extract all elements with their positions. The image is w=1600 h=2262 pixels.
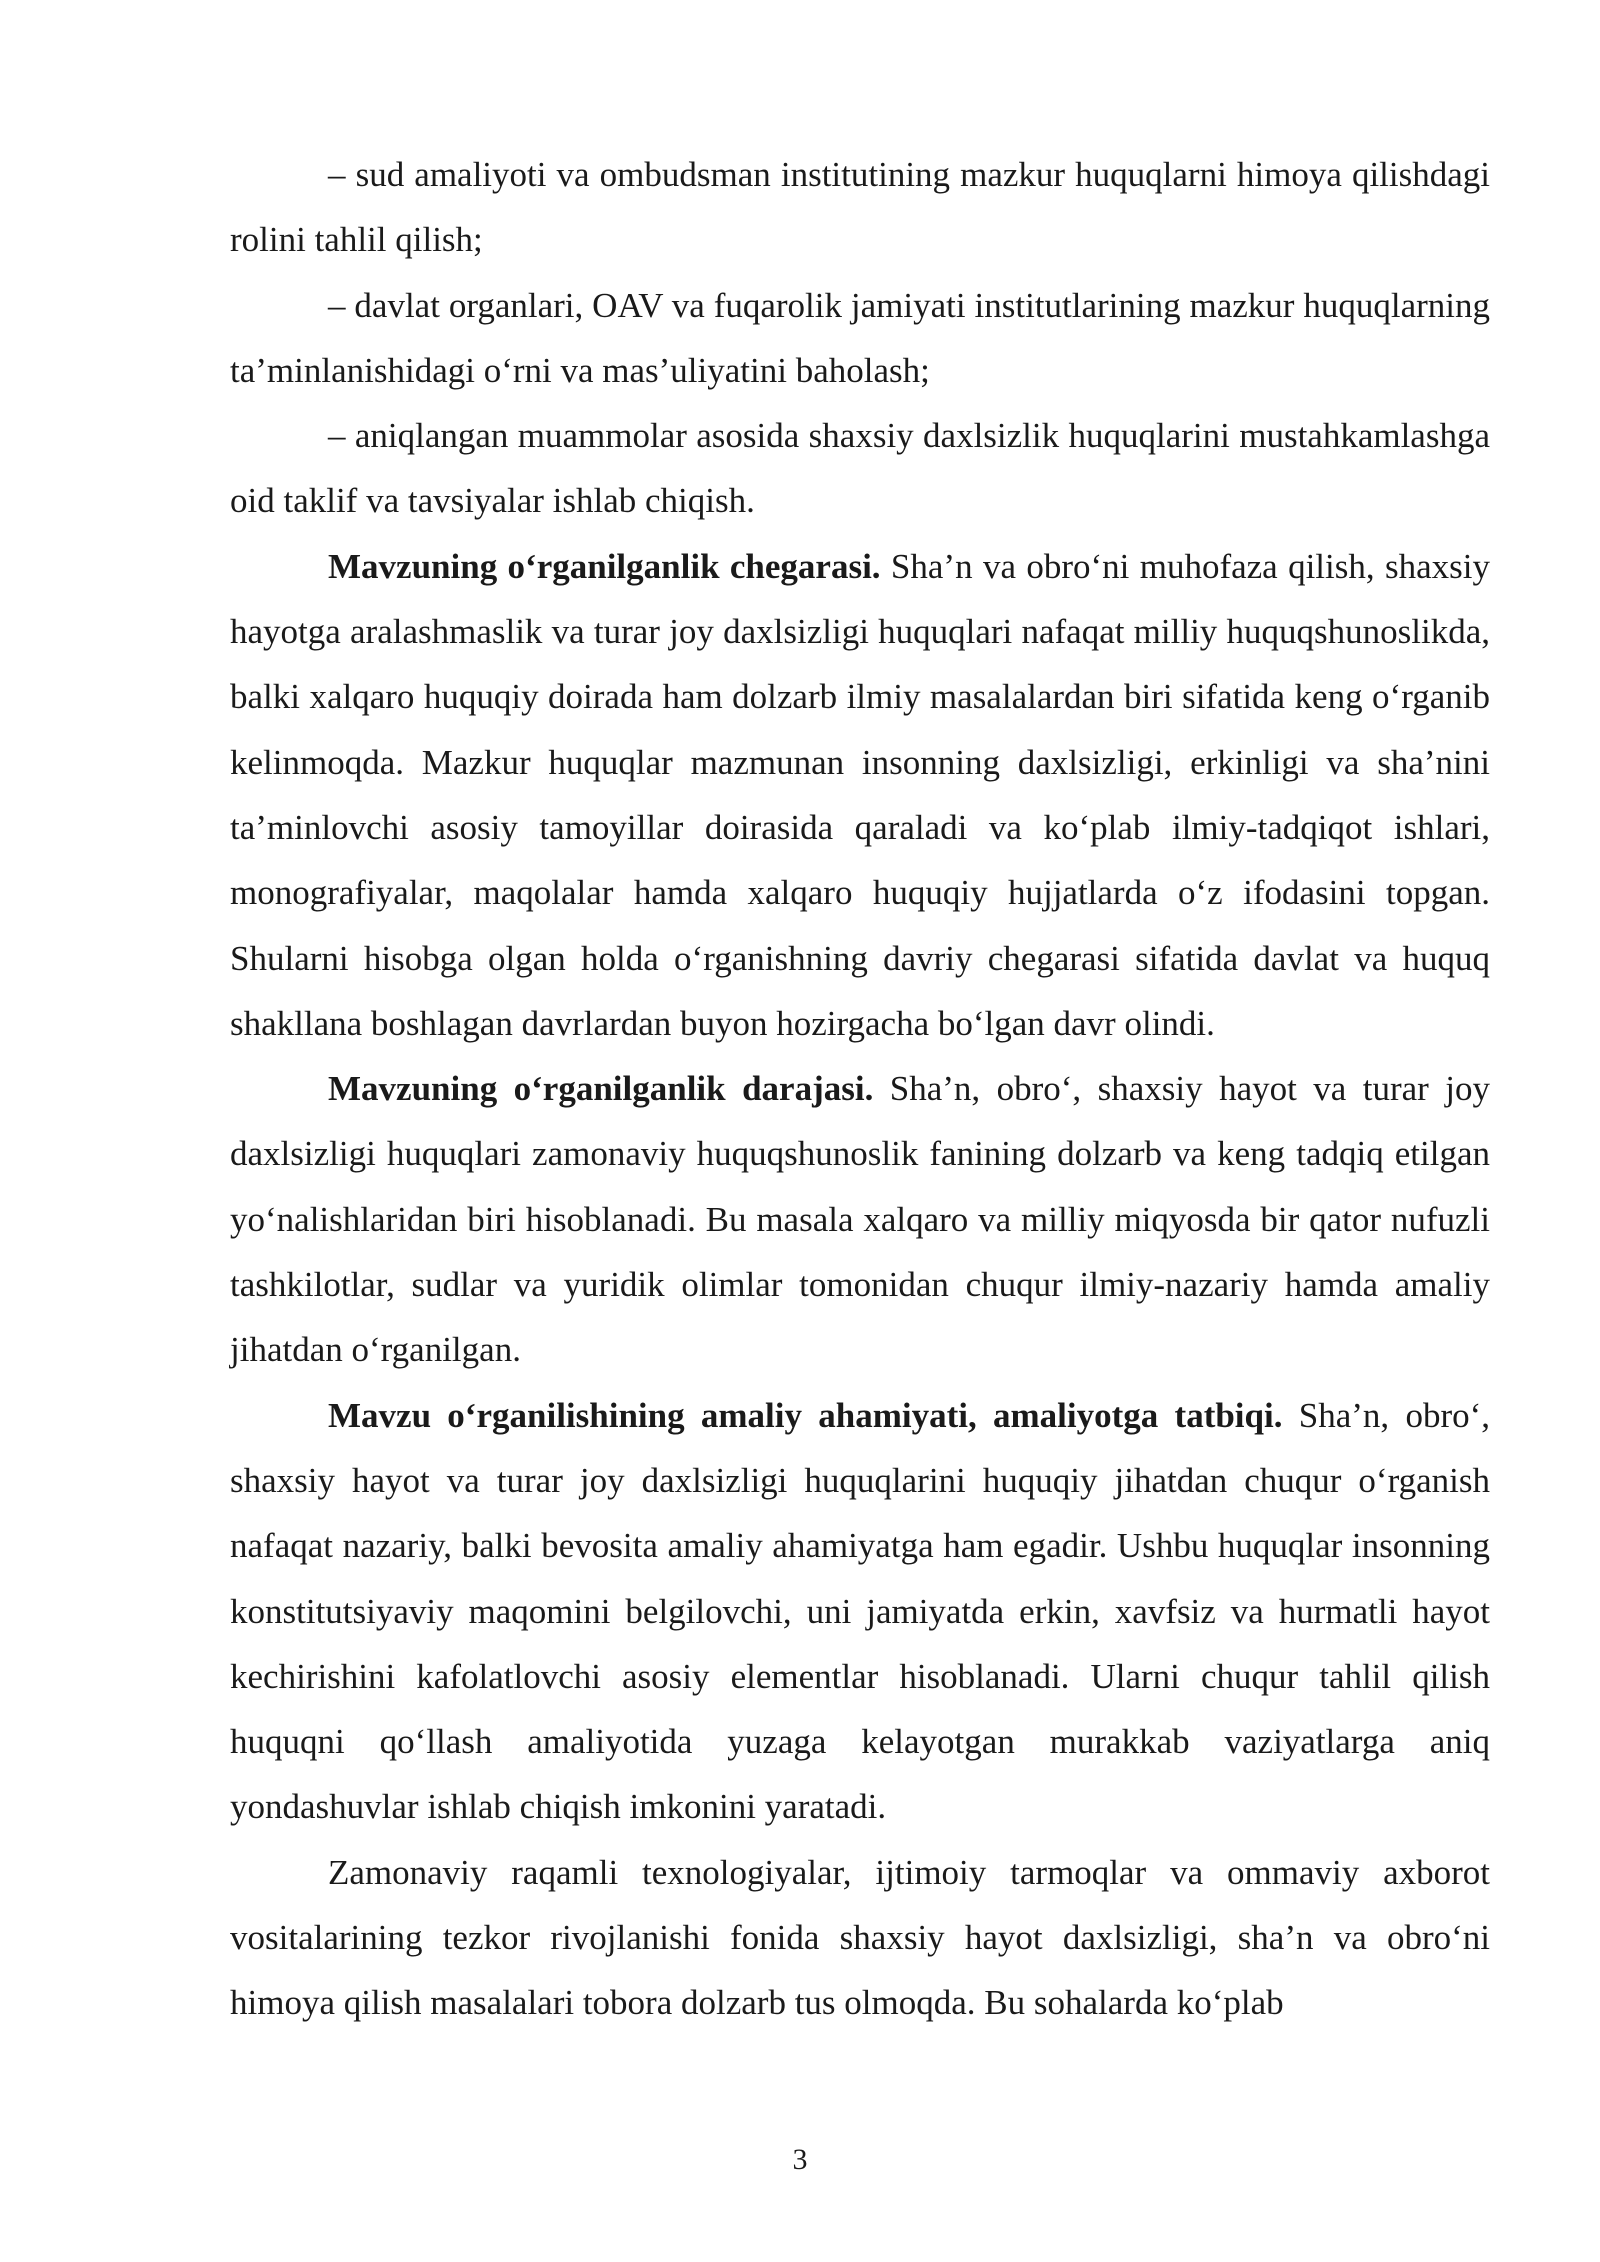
paragraph-text: – davlat organlari, OAV va fuqarolik jamiyati institutlarining mazkur huquqlarning ta’minlanishidagi o‘rni va mas’uliyatini baholash;: [230, 285, 1490, 390]
section-heading: Mavzu o‘rganilishining amaliy ahamiyati, amaliyotga tatbiqi.: [328, 1395, 1283, 1435]
paragraph-text: – sud amaliyoti va ombudsman institutining mazkur huquqlarni himoya qilishdagi rolini tahlil qilish;: [230, 155, 1490, 260]
body-paragraph: [230, 1840, 1490, 2036]
paragraph-text: – aniqlangan muammolar asosida shaxsiy daxlsizlik huquqlarini mustahkamlashga oid taklif va tavsiyalar ishlab chiqish.: [230, 416, 1490, 521]
section-heading: Mavzuning o‘rganilganlik darajasi.: [328, 1069, 874, 1109]
list-item-paragraph: [230, 142, 1490, 273]
paragraph-text: Zamonaviy raqamli texnologiyalar, ijtimoiy tarmoqlar va ommaviy axborot vositalarining tezkor rivojlanishi fonida shaxsiy hayot daxlsizligi, sha’n va obro‘ni himoya qilish masalalari tobora dolzarb tus olmoqda. Bu sohalarda ko‘plab: [230, 1852, 1490, 2023]
section-paragraph-study-scope: [230, 534, 1490, 1056]
document-body: [230, 142, 1490, 2036]
paragraph-text: Sha’n, obro‘, shaxsiy hayot va turar joy daxlsizligi huquqlarini huquqiy jihatdan chuqur o‘rganish nafaqat nazariy, balki bevosita amaliy ahamiyatga ham egadir. Ushbu huquqlar insonning konstitutsiyaviy maqomini belgilovchi, uni jamiyatda erkin, xavfsiz va hurmatli hayot kechirishini kafolatlovchi asosiy elementlar hisoblanadi. Ularni chuqur tahlil qilish huquqni qo‘llash amaliyotida yuzaga kelayotgan murakkab vaziyatlarga aniq yondashuvlar ishlab chiqish imkonini yaratadi.: [230, 1395, 1490, 1827]
page-number: 3: [792, 2143, 808, 2176]
section-paragraph-study-level: [230, 1056, 1490, 1382]
list-item-paragraph: [230, 403, 1490, 534]
paragraph-text: Sha’n va obro‘ni muhofaza qilish, shaxsiy hayotga aralashmaslik va turar joy daxlsizligi huquqlari nafaqat milliy huquqshunoslikda, balki xalqaro huquqiy doirada ham dolzarb ilmiy masalalardan biri sifatida keng o‘rganib kelinmoqda. Mazkur huquqlar mazmunan insonning daxlsizligi, erkinligi va sha’nini ta’minlovchi asosiy tamoyillar doirasida qaraladi va ko‘plab ilmiy-tadqiqot ishlari, monografiyalar, maqolalar hamda xalqaro huquqiy hujjatlarda o‘z ifodasini topgan. Shularni hisobga olgan holda o‘rganishning davriy chegarasi sifatida davlat va huquq shakllana boshlagan davrlardan buyon hozirgacha bo‘lgan davr olindi.: [230, 546, 1490, 1043]
list-item-paragraph: [230, 273, 1490, 404]
section-heading: Mavzuning o‘rganilganlik chegarasi.: [328, 546, 881, 586]
section-paragraph-practical-significance: [230, 1383, 1490, 1840]
paragraph-text: Sha’n, obro‘, shaxsiy hayot va turar joy daxlsizligi huquqlari zamonaviy huquqshunoslik fanining dolzarb va keng tadqiq etilgan yo‘nalishlaridan biri hisoblanadi. Bu masala xalqaro va milliy miqyosda bir qator nufuzli tashkilotlar, sudlar va yuridik olimlar tomonidan chuqur ilmiy-nazariy hamda amaliy jihatdan o‘rganilgan.: [230, 1069, 1491, 1370]
